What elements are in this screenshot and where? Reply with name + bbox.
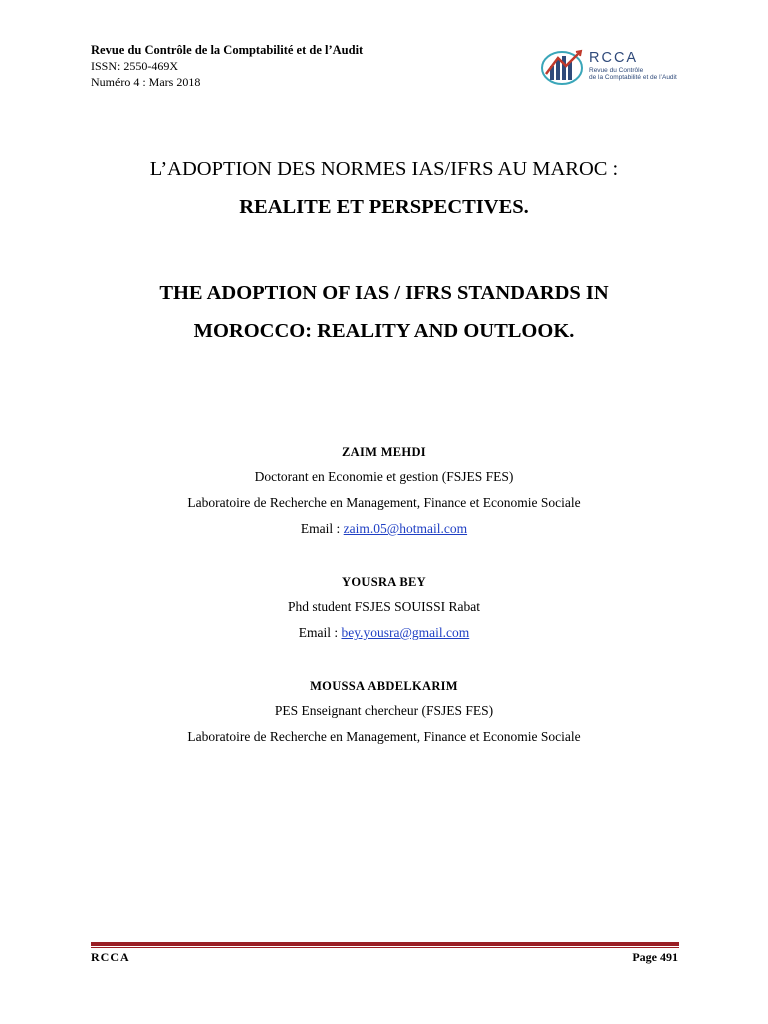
- author-block: [0, 674, 768, 750]
- english-title-line-2: MOROCCO: REALITY AND OUTLOOK.: [193, 320, 575, 342]
- journal-header: [91, 42, 363, 90]
- french-title-line-1: L’ADOPTION DES NORMES IAS/IFRS AU MAROC :: [149, 158, 619, 180]
- journal-name: Revue du Contrôle de la Comptabilité et de l’Audit: [91, 43, 364, 57]
- journal-issn: ISSN: 2550-469X: [91, 59, 179, 73]
- author-email-row: [0, 516, 768, 542]
- french-title-line-2: REALITE ET PERSPECTIVES.: [239, 196, 529, 218]
- author-affiliation: PES Enseignant chercheur (FSJES FES): [274, 703, 494, 718]
- rcca-logo: [540, 44, 710, 88]
- logo-acronym: RCCA: [589, 50, 639, 66]
- english-title-line-1: THE ADOPTION OF IAS / IFRS STANDARDS IN: [159, 282, 609, 304]
- page-number: Page 491: [632, 950, 678, 964]
- author-laboratory: Laboratoire de Recherche en Management, Finance et Economie Sociale: [187, 495, 581, 510]
- email-link[interactable]: zaim.05@hotmail.com: [343, 521, 468, 536]
- email-link[interactable]: bey.yousra@gmail.com: [341, 625, 470, 640]
- author-block: [0, 570, 768, 646]
- english-title: [0, 278, 768, 354]
- journal-issue: Numéro 4 : Mars 2018: [91, 75, 201, 89]
- author-name: YOUSRA BEY: [342, 575, 426, 589]
- author-block: [0, 440, 768, 542]
- footer-divider-thin: [91, 947, 679, 948]
- author-affiliation: Doctorant en Economie et gestion (FSJES FES): [254, 469, 514, 484]
- author-name: MOUSSA ABDELKARIM: [310, 679, 458, 693]
- author-name: ZAIM MEHDI: [342, 445, 426, 459]
- french-title: [0, 154, 768, 230]
- footer-divider: [91, 942, 679, 946]
- bar-chart-globe-logo-icon: [540, 44, 586, 88]
- email-label: Email :: [298, 625, 342, 640]
- logo-subtitle-line-2: de la Comptabilité et de l’Audit: [589, 74, 677, 81]
- email-label: Email :: [300, 521, 344, 536]
- author-affiliation: Phd student FSJES SOUISSI Rabat: [287, 599, 481, 614]
- author-email-row: [0, 620, 768, 646]
- logo-subtitle-line-1: Revue du Contrôle: [589, 67, 644, 74]
- footer-journal-acronym: RCCA: [91, 950, 130, 964]
- author-laboratory: Laboratoire de Recherche en Management, Finance et Economie Sociale: [187, 729, 581, 744]
